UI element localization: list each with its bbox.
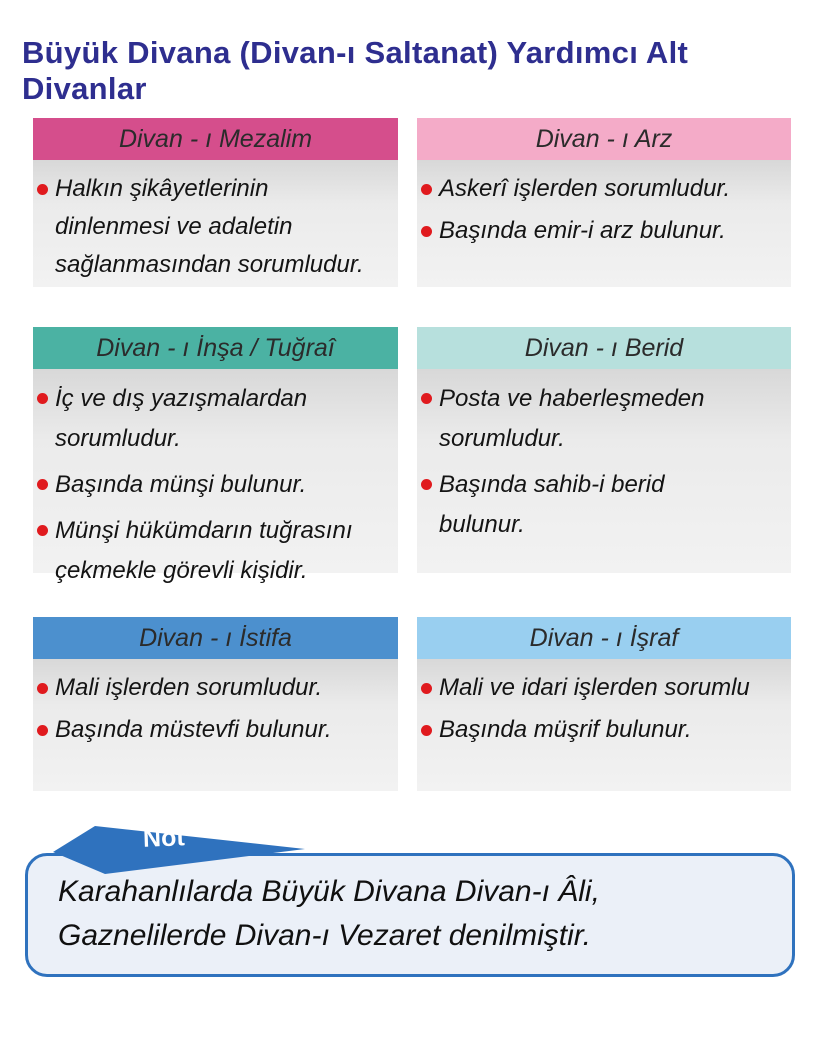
bullet-dot-icon [421, 683, 432, 694]
bullet-text: Başında müstevfi bulunur. [55, 716, 332, 743]
bullet-item [421, 711, 785, 749]
bullet-dot-icon [421, 184, 432, 195]
bullet-item [421, 465, 785, 545]
bullet-item [37, 511, 392, 591]
note-line-1: Karahanlılarda Büyük Divana Divan-ı Âli, [58, 875, 600, 908]
bullet-text: Başında emir-i arz bulunur. [439, 217, 726, 244]
note-text [58, 870, 600, 958]
bullet-item [37, 379, 392, 459]
bullet-item [37, 669, 392, 707]
divan-box-mezalim-body [33, 160, 398, 287]
bullet-dot-icon [421, 393, 432, 404]
bullet-text: İç ve dış yazışmalardan sorumludur. [55, 385, 308, 452]
bullet-dot-icon [37, 525, 48, 536]
bullet-text: Halkın şikâyetlerinin dinlenmesi ve adaletin sağlanmasından sorumludur. [55, 175, 364, 278]
page-title: Büyük Divana (Divan-ı Saltanat) Yardımcı Alt Divanlar [22, 34, 689, 106]
bullet-dot-icon [37, 184, 48, 195]
bullet-text: Başında sahib-i berid bulunur. [439, 471, 665, 538]
divan-box-insa-tugrai-header: Divan - ı İnşa / Tuğraî [33, 327, 398, 369]
divan-box-istifa [33, 617, 398, 791]
divan-box-istifa-header: Divan - ı İstifa [33, 617, 398, 659]
bullet-text: Mali işlerden sorumludur. [55, 674, 323, 701]
bullet-item [421, 170, 785, 208]
bullet-dot-icon [37, 683, 48, 694]
bullet-dot-icon [37, 725, 48, 736]
divan-box-mezalim-header: Divan - ı Mezalim [33, 118, 398, 160]
bullet-text: Mali ve idari işlerden sorumlu [439, 674, 750, 701]
bullet-item [37, 465, 392, 505]
divan-box-israf-header: Divan - ı İşraf [417, 617, 791, 659]
divan-box-arz-body [417, 160, 791, 287]
divan-box-insa-tugrai [33, 327, 398, 584]
bullet-text: Başında münşi bulunur. [55, 471, 307, 498]
bullet-dot-icon [421, 479, 432, 490]
bullet-item [421, 212, 785, 250]
bullet-text: Münşi hükümdarın tuğrasını çekmekle görevli kişidir. [55, 517, 353, 584]
divan-box-berid [417, 327, 791, 573]
bullet-dot-icon [37, 393, 48, 404]
divan-box-insa-tugrai-body [33, 369, 398, 584]
bullet-item [37, 711, 392, 749]
divan-box-berid-body [417, 369, 791, 573]
bullet-dot-icon [421, 725, 432, 736]
bullet-dot-icon [421, 226, 432, 237]
note-line-2: Gaznelilerde Divan-ı Vezaret denilmiştir. [58, 919, 591, 952]
note-label: Not [142, 823, 186, 853]
divan-box-israf [417, 617, 791, 791]
bullet-item [421, 379, 785, 459]
bullet-dot-icon [37, 479, 48, 490]
divan-box-israf-body [417, 659, 791, 791]
divan-box-berid-header: Divan - ı Berid [417, 327, 791, 369]
bullet-item [421, 669, 785, 707]
bullet-text: Posta ve haberleşmeden sorumludur. [439, 385, 705, 452]
bullet-item [37, 170, 392, 284]
divan-box-istifa-body [33, 659, 398, 791]
divan-box-arz-header: Divan - ı Arz [417, 118, 791, 160]
divan-box-arz [417, 118, 791, 287]
bullet-text: Askerî işlerden sorumludur. [439, 175, 731, 202]
bullet-text: Başında müşrif bulunur. [439, 716, 692, 743]
divan-box-mezalim [33, 118, 398, 287]
